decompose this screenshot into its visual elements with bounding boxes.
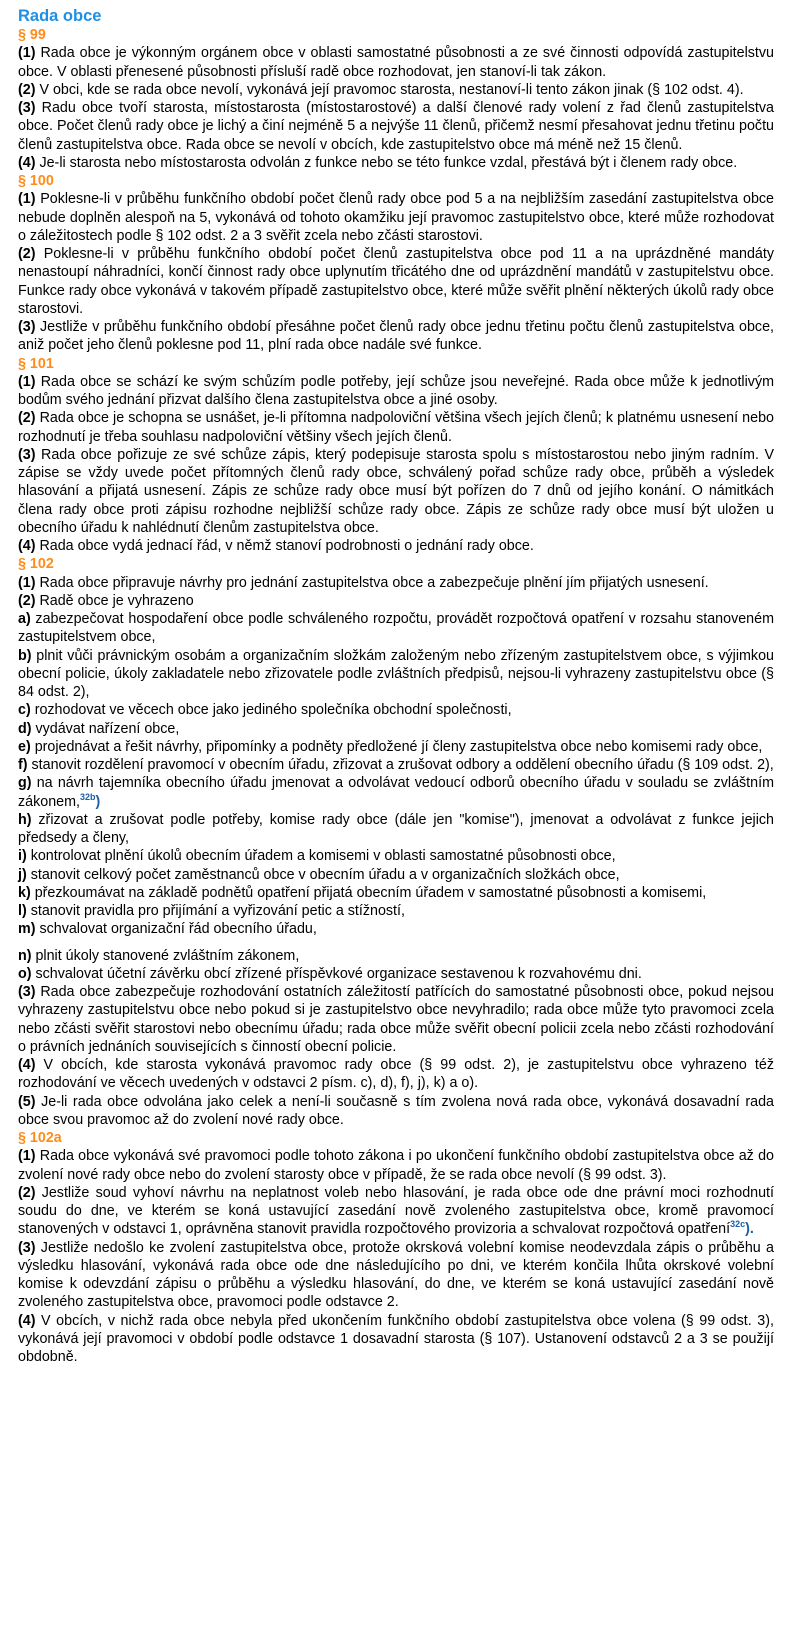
- paragraph-text: V obcích, v nichž rada obce nebyla před ukončením funkčního období zastupitelstva obce volena (§ 99 odst. 3), vykonává její pravomoci v období podle odstavce 1 dosavadní starosta (§ 107). Ustanovení odstavců 2 a 3 se použijí obdobně.: [18, 1312, 774, 1365]
- paragraph: [18, 1184, 774, 1239]
- paragraph: [18, 373, 774, 410]
- paragraph-text: Je-li rada obce odvolána jako celek a není-li současně s tím zvolena nová rada obce, vykonává dosavadní rada obce svou pravomoc až do zvolení nové rady obce.: [18, 1093, 774, 1128]
- paragraph: [18, 1147, 774, 1184]
- paragraph: [18, 446, 774, 537]
- paragraph-mark: (3): [18, 1239, 36, 1256]
- paragraph-mark: (1): [18, 191, 36, 208]
- paragraph: [18, 245, 774, 318]
- paragraph: [18, 318, 774, 355]
- paragraph-text: stanovit rozdělení pravomocí v obecním úřadu, zřizovat a zrušovat odbory a oddělení obecního úřadu (§ 109 odst. 2),: [27, 757, 774, 773]
- paragraph-mark: a): [18, 611, 31, 627]
- paragraph-mark: c): [18, 702, 31, 719]
- paragraph-text: Jestliže v průběhu funkčního období přesáhne počet členů rady obce jednu třetinu počtu členů zastupitelstva obce, aniž počet jeho členů poklesne pod 11, plní rada obce nadále své funkce.: [18, 319, 774, 354]
- paragraph-text: Poklesne-li v průběhu funkčního období počet členů rady obce pod 5 a na nejbližším zasedání zastupitelstva obce nebude doplněn alespoň na 5, vykonává od tohoto okamžiku její pravomoc zastupitelstvo obce, které může rozhodovat o záležitostech podle § 102 odst. 2 a 3 svěřit zcela nebo zčásti starostovi.: [18, 191, 774, 244]
- paragraph-text: schvalovat účetní závěrku obcí zřízené příspěvkové organizace sestavenou k rozvahovému dni.: [31, 965, 642, 982]
- paragraph-text: plnit úkoly stanovené zvláštním zákonem,: [31, 947, 300, 964]
- paragraph-text: Rada obce je výkonným orgánem obce v oblasti samostatné působnosti a ze své činnosti odpovídá zastupitelstvu obce. V oblasti přenesené působnosti přísluší radě obce rozhodovat, jen stanoví-li tak zákon.: [18, 45, 774, 80]
- paragraph-mark: (2): [18, 81, 36, 98]
- paragraph-text: Rada obce se schází ke svým schůzím podle potřeby, její schůze jsou neveřejné. Rada obce může k jednotlivým bodům svého jednání přizvat dalšího člena zastupitelstva obce a jiné osoby.: [18, 373, 774, 408]
- section-heading: § 102: [18, 556, 54, 573]
- paragraph: [18, 884, 774, 902]
- paragraph-text: vydávat nařízení obce,: [31, 720, 180, 737]
- footnote-reference: 32b: [79, 791, 96, 802]
- paragraph-mark: i): [18, 848, 27, 865]
- paragraph-mark: (1): [18, 1148, 36, 1165]
- paragraph-text: Rada obce pořizuje ze své schůze zápis, který podepisuje starosta spolu s místostarostou nebo jiným radním. V zápise se vždy uvede počet přítomných členů rady obce, schválený pořad schůze rady obce, průběh a výsledek hlasování a přijatá usnesení. Zápis ze schůze rady obce musí být pořízen do 7 dnů od jejího konání. O námitkách člena rady obce proti zápisu rozhodne nejbližší schůze rady obce. Zápis ze schůze rady obce musí být uložen u obecního úřadu k nahlédnutí členům zastupitelstva obce.: [18, 446, 774, 536]
- paragraph-text: stanovit celkový počet zaměstnanců obce v obecním úřadu a v organizačních složkách obce,: [26, 866, 620, 883]
- paragraph: [18, 537, 774, 555]
- paragraph-mark: g): [18, 775, 32, 792]
- paragraph: [18, 190, 774, 245]
- paragraph-text: rozhodovat ve věcech obce jako jediného společníka obchodní společnosti,: [30, 702, 512, 719]
- paragraph-text: Jestliže nedošlo ke zvolení zastupitelstva obce, protože okrsková volební komise neodevzdala zápis o průběhu a výsledku hlasování, vykonává rada obce ode dne následujícího po dni, ve kterém končila lhůta okrskové volební komise k odevzdání zápisu o průběhu a výsledku hlasování, do dne, ve kterém se koná ustavující zasedání nově zvoleného zastupitelstva obce, pravomoci podle odstavce 2.: [18, 1239, 774, 1311]
- paragraph-text: Poklesne-li v průběhu funkčního období počet členů zastupitelstva obce pod 11 a na uprázdněné mandáty nenastoupí náhradníci, končí činnost rady obce uplynutím třicátého dne od uprázdnění mandátů v zastupitelstvu obce. Funkce rady obce vykonává v takovém případě zastupitelstvo obce, které může svěřit plnění některých úkolů rady obce starostovi.: [18, 246, 774, 317]
- paragraph-text: Rada obce vykonává své pravomoci podle tohoto zákona i po ukončení funkčního období zastupitelstva obce až do zvolení nové rady obce nebo do zvolení starosty obce v případě, že se rada obce nevolí (§ 99 odst. 3).: [18, 1148, 774, 1183]
- paragraph-mark: o): [18, 965, 32, 982]
- paragraph: [18, 1093, 774, 1130]
- paragraph-mark: (4): [18, 1057, 36, 1073]
- paragraph-mark: (2): [18, 410, 36, 427]
- paragraph-text: Radě obce je vyhrazeno: [35, 592, 194, 609]
- paragraph: [18, 409, 774, 446]
- paragraph: [18, 81, 774, 99]
- paragraph: [18, 902, 774, 920]
- paragraph-text: V obci, kde se rada obce nevolí, vykonává její pravomoc starosta, nestanoví-li tento zákon jinak (§ 102 odst. 4).: [35, 81, 744, 98]
- section-heading: § 100: [18, 173, 54, 189]
- paragraph-text: projednávat a řešit návrhy, připomínky a podněty předložené jí členy zastupitelstva obce nebo komisemi rady obce,: [30, 738, 763, 755]
- footnote-reference: 32c: [730, 1219, 746, 1230]
- sections-container: [18, 26, 774, 1366]
- paragraph-mark: (4): [18, 538, 36, 554]
- paragraph-text: Rada obce připravuje návrhy pro jednání zastupitelstva obce a zabezpečuje plnění jím přijatých usnesení.: [35, 574, 709, 591]
- paragraph: [18, 983, 774, 1056]
- paragraph-mark: (2): [18, 1184, 36, 1201]
- paragraph-mark: n): [18, 947, 32, 964]
- paragraph-mark: (1): [18, 45, 36, 62]
- paragraph-text: Rada obce vydá jednací řád, v němž stanoví podrobnosti o jednání rady obce.: [35, 538, 534, 554]
- paragraph-text: přezkoumávat na základě podnětů opatření přijatá obecním úřadem v samostatné působnosti a komisemi,: [30, 884, 707, 901]
- paragraph-text: plnit vůči právnickým osobám a organizačním složkám založeným nebo zřízeným zastupitelstvem obce, s výjimkou obecní policie, úkoly zakladatele nebo zřizovatele podle zvláštních předpisů, nejsou-li vyhrazeny zastupitelstvu obce (§ 84 odst. 2),: [18, 647, 774, 700]
- paragraph-text: zabezpečovat hospodaření obce podle schváleného rozpočtu, provádět rozpočtová opatření v rozsahu stanoveném zastupitelstvem obce,: [18, 611, 774, 646]
- paragraph-mark: (4): [18, 154, 36, 171]
- paragraph-text: Jestliže soud vyhoví návrhu na neplatnost voleb nebo hlasování, je rada obce ode dne právní moci rozhodnutí soudu do dne, ve kterém se koná ustavující zasedání nově zvoleného zastupitelstva obce, kromě pravomocí stanovených v odstavci 1, oprávněna stanovit pravidla rozpočtového provizoria a schvalovat rozpočtová opatření: [18, 1184, 774, 1238]
- section-heading: § 102a: [18, 1130, 62, 1146]
- paragraph-text: stanovit pravidla pro přijímání a vyřizování petic a stížností,: [26, 903, 405, 919]
- paragraph-mark: d): [18, 720, 32, 737]
- paragraph-mark: j): [18, 866, 27, 883]
- paragraph: [18, 720, 774, 738]
- paragraph: [18, 947, 774, 965]
- paragraph: [18, 154, 774, 172]
- paragraph-text: Radu obce tvoří starosta, místostarosta (místostarostové) a další členové rady volení z řad členů zastupitelstva obce. Počet členů rady obce je lichý a činí nejméně 5 a nejvýše 11 členů, přičemž nesmí přesahovat jednu třetinu počtu členů zastupitelstva obce. Rada obce se nevolí v obcích, kde zastupitelstvo obce má méně než 15 členů.: [18, 100, 774, 153]
- paragraph-mark: e): [18, 738, 31, 755]
- paragraph: [18, 965, 774, 983]
- paragraph-mark: (3): [18, 100, 36, 116]
- paragraph-mark: (3): [18, 319, 36, 335]
- paragraph-text: na návrh tajemníka obecního úřadu jmenovat a odvolávat vedoucí odborů obecního úřadu v souladu se zvláštním zákonem,: [18, 775, 774, 810]
- paragraph: [18, 1056, 774, 1093]
- paragraph-text: zřizovat a zrušovat podle potřeby, komise rady obce (dále jen "komise"), jmenovat a odvolávat z funkce jejich předsedy a členy,: [18, 811, 774, 846]
- paragraph-mark: (5): [18, 1093, 36, 1110]
- paragraph-mark: (4): [18, 1312, 36, 1329]
- paragraph-mark: h): [18, 811, 32, 828]
- paragraph: [18, 610, 774, 647]
- paragraph: [18, 1312, 774, 1367]
- paragraph-gap: [18, 939, 774, 947]
- paragraph-text: V obcích, kde starosta vykonává pravomoc rady obce (§ 99 odst. 2), je zastupitelstvu obce vyhrazeno též rozhodování ve věcech uvedených v odstavci 2 písm. c), d), f), j), k) a o).: [18, 1057, 774, 1092]
- paragraph-text: Je-li starosta nebo místostarosta odvolán z funkce nebo se této funkce vzdal, přestává být i členem rady obce.: [35, 154, 738, 171]
- paragraph: [18, 811, 774, 848]
- paragraph-mark: k): [18, 884, 31, 901]
- paragraph-mark: f): [18, 757, 28, 773]
- footnote-closing: ).: [745, 1221, 754, 1238]
- paragraph: [18, 756, 774, 774]
- paragraph: [18, 738, 774, 756]
- paragraph: [18, 847, 774, 865]
- paragraph: [18, 774, 774, 811]
- paragraph-mark: (3): [18, 984, 36, 1000]
- paragraph-mark: (2): [18, 592, 36, 609]
- paragraph-text: kontrolovat plnění úkolů obecním úřadem a komisemi v oblasti samostatné působnosti obce,: [26, 848, 616, 865]
- paragraph-mark: (3): [18, 446, 36, 463]
- paragraph: [18, 574, 774, 592]
- paragraph: [18, 701, 774, 719]
- paragraph: [18, 44, 774, 81]
- paragraph-mark: (2): [18, 246, 36, 262]
- paragraph-mark: l): [18, 903, 27, 919]
- document-title: Rada obce: [18, 7, 102, 25]
- paragraph: [18, 920, 774, 938]
- paragraph-mark: (1): [18, 373, 36, 390]
- paragraph: [18, 592, 774, 610]
- paragraph-text: schvalovat organizační řád obecního úřadu,: [35, 921, 317, 938]
- section-heading: § 99: [18, 27, 46, 43]
- paragraph-mark: b): [18, 647, 32, 664]
- paragraph-mark: (1): [18, 574, 36, 591]
- paragraph-mark: m): [18, 921, 36, 938]
- paragraph: [18, 99, 774, 154]
- section-heading: § 101: [18, 355, 54, 372]
- paragraph: [18, 647, 774, 702]
- paragraph-text: Rada obce je schopna se usnášet, je-li přítomna nadpoloviční většina všech jejích členů; k platnému usnesení nebo rozhodnutí je třeba souhlasu nadpoloviční většiny všech jejích členů.: [18, 410, 774, 445]
- paragraph: [18, 866, 774, 884]
- paragraph-text: Rada obce zabezpečuje rozhodování ostatních záležitostí patřících do samostatné působnosti obce, pokud nejsou vyhrazeny zastupitelstvu obce nebo pokud si je zastupitelstvo obce nevyhradilo; rada obce může tyto pravomoci zcela nebo zčásti svěřit starostovi nebo obecnímu úřadu; rada obce může svěřit obecní policii zcela nebo zčásti rozhodování o právních jednáních souvisejících s činností obecní policie.: [18, 984, 774, 1055]
- footnote-closing: ): [95, 793, 101, 810]
- paragraph: [18, 1239, 774, 1312]
